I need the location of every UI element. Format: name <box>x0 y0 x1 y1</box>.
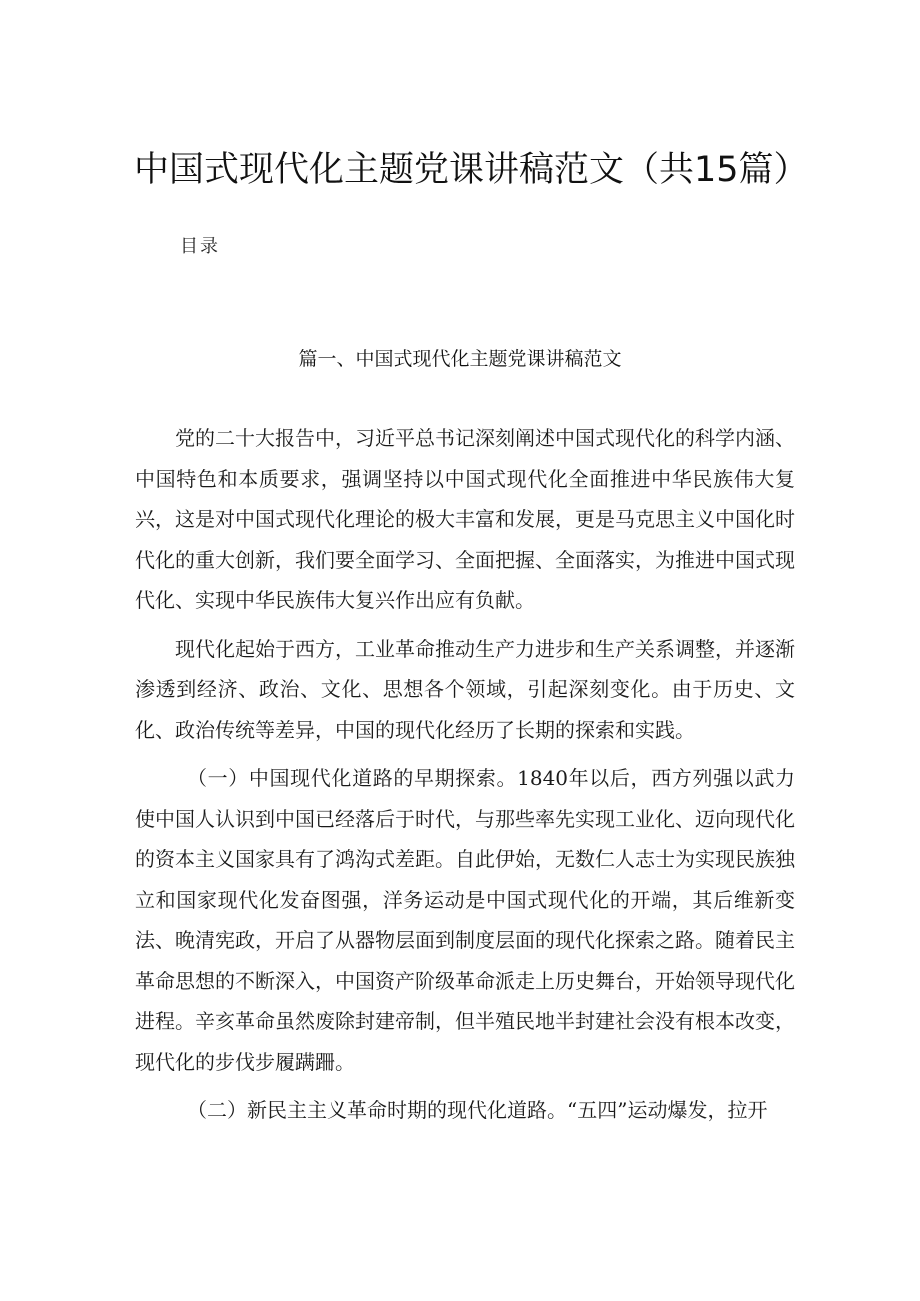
body-paragraph-2: 现代化起始于西方，工业革命推动生产力进步和生产关系调整，并逐渐渗透到经济、政治、文化、思想各个领域，引起深刻变化。由于历史、文化、政治传统等差异，中国的现代化经历了长期的探索和实践。 <box>135 636 795 742</box>
body-paragraph-1: 党的二十大报告中，习近平总书记深刻阐述中国式现代化的科学内涵、中国特色和本质要求，强调坚持以中国式现代化全面推进中华民族伟大复兴，这是对中国式现代化理论的极大丰富和发展，更是马克思主义中国化时代化的重大创新，我们要全面学习、全面把握、全面落实，为推进中国式现代化、实现中华民族伟大复兴作出应有负献。 <box>135 426 795 612</box>
body-paragraph-3: （一）中国现代化道路的早期探索。1840年以后，西方列强以武力使中国人认识到中国已经落后于时代，与那些率先实现工业化、迈向现代化的资本主义国家具有了鸿沟式差距。自此伊始，无数仁人志士为实现民族独立和国家现代化发奋图强，洋务运动是中国式现代化的开端，其后维新变法、晚清宪政，开启了从器物层面到制度层面的现代化探索之路。随着民主革命思想的不断深入，中国资产阶级革命派走上历史舞台，开始领导现代化进程。辛亥革命虽然废除封建帝制，但半殖民地半封建社会没有根本改变，现代化的步伐步履蹒跚。 <box>135 766 795 1074</box>
section-heading: 篇一、中国式现代化主题党课讲稿范文 <box>298 348 622 370</box>
body-paragraph-4: （二）新民主主义革命时期的现代化道路。“五四”运动爆发，拉开 <box>187 1098 768 1122</box>
table-of-contents-label: 目录 <box>180 236 220 257</box>
document-body <box>135 418 795 1139</box>
document-title: 中国式现代化主题党课讲稿范文（共15篇） <box>134 150 809 190</box>
